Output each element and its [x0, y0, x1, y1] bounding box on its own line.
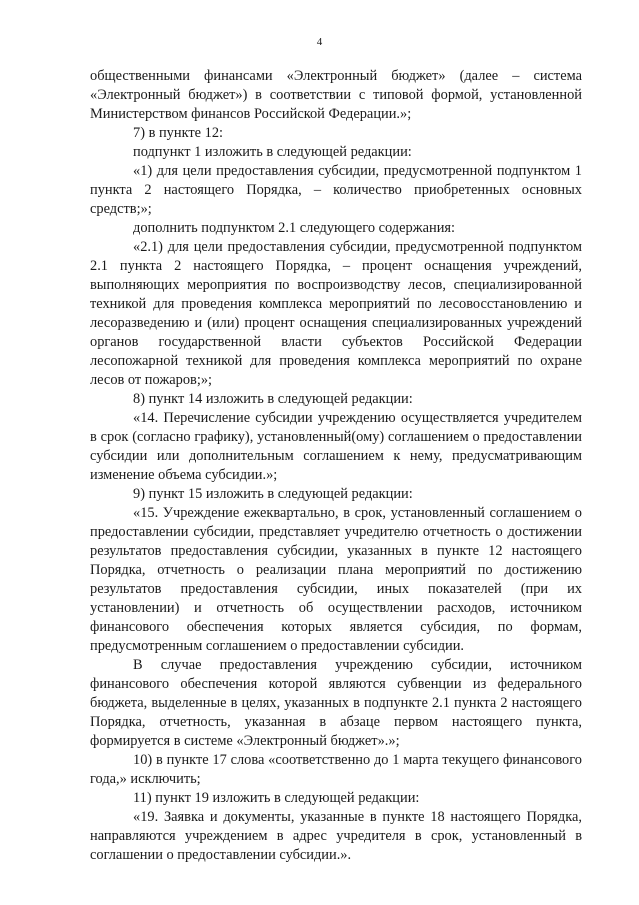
paragraph: общественными финансами «Электронный бюджет» (далее – система «Электронный бюджет») в соответствии с типовой формой, установленной Министерством финансов Российской Федерации.»; [90, 68, 582, 122]
paragraph: В случае предоставления учреждению субсидии, источником финансового обеспечения которой являются субвенции из федерального бюджета, выделенные в целях, указанных в подпункте 2.1 пункта 2 настоящего Порядка, отчетность, указанная в абзаце первом настоящего пункта, формируется в системе «Электронный бюджет».»; [90, 657, 582, 749]
paragraph: «14. Перечисление субсидии учреждению осуществляется учредителем в срок (согласно графику), установленный(ому) соглашением о предоставлении субсидии или дополнительным соглашением к нему, предусматривающим изменение объема субсидии.»; [90, 410, 582, 483]
paragraph: «15. Учреждение ежеквартально, в срок, установленный соглашением о предоставлении субсидии, представляет учредителю отчетность о достижении результатов предоставления субсидии, указанных в пункте 12 настоящего Порядка, отчетность о реализации плана мероприятий по достижению результатов предоставления субсидии, иных показателей (при их установлении) и отчетность об осуществлении расходов, источником финансового обеспечения которых является субсидия, по формам, предусмотренным соглашением о предоставлении субсидии. [90, 505, 582, 654]
paragraph: 11) пункт 19 изложить в следующей редакции: [133, 790, 420, 806]
paragraph: «19. Заявка и документы, указанные в пункте 18 настоящего Порядка, направляются учреждением в адрес учредителя в срок, установленный в соглашении о предоставлении субсидии.». [90, 809, 582, 863]
paragraph: 9) пункт 15 изложить в следующей редакции: [133, 486, 413, 502]
paragraph: 10) в пункте 17 слова «соответственно до 1 марта текущего финансового года,» исключить; [90, 752, 582, 787]
paragraph: 7) в пункте 12: [133, 125, 224, 141]
page-number: 4 [316, 36, 323, 48]
paragraph: 8) пункт 14 изложить в следующей редакции: [133, 391, 413, 407]
paragraph: дополнить подпунктом 2.1 следующего содержания: [133, 220, 456, 236]
paragraph: «2.1) для цели предоставления субсидии, предусмотренной подпунктом 2.1 пункта 2 настоящего Порядка, – процент оснащения учреждений, выполняющих мероприятия по воспроизводству лесов, специализированной техникой для проведения комплекса мероприятий по лесовосстановлению и лесоразведению и (или) процент оснащения специализированных учреждений органов государственной власти субъектов Российской Федерации лесопожарной техникой для проведения комплекса мероприятий по охране лесов от пожаров;»; [90, 239, 582, 388]
document-body [90, 67, 582, 865]
paragraph: подпункт 1 изложить в следующей редакции: [133, 144, 412, 160]
paragraph: «1) для цели предоставления субсидии, предусмотренной подпунктом 1 пункта 2 настоящего Порядка, – количество приобретенных основных средств;»; [90, 163, 582, 217]
